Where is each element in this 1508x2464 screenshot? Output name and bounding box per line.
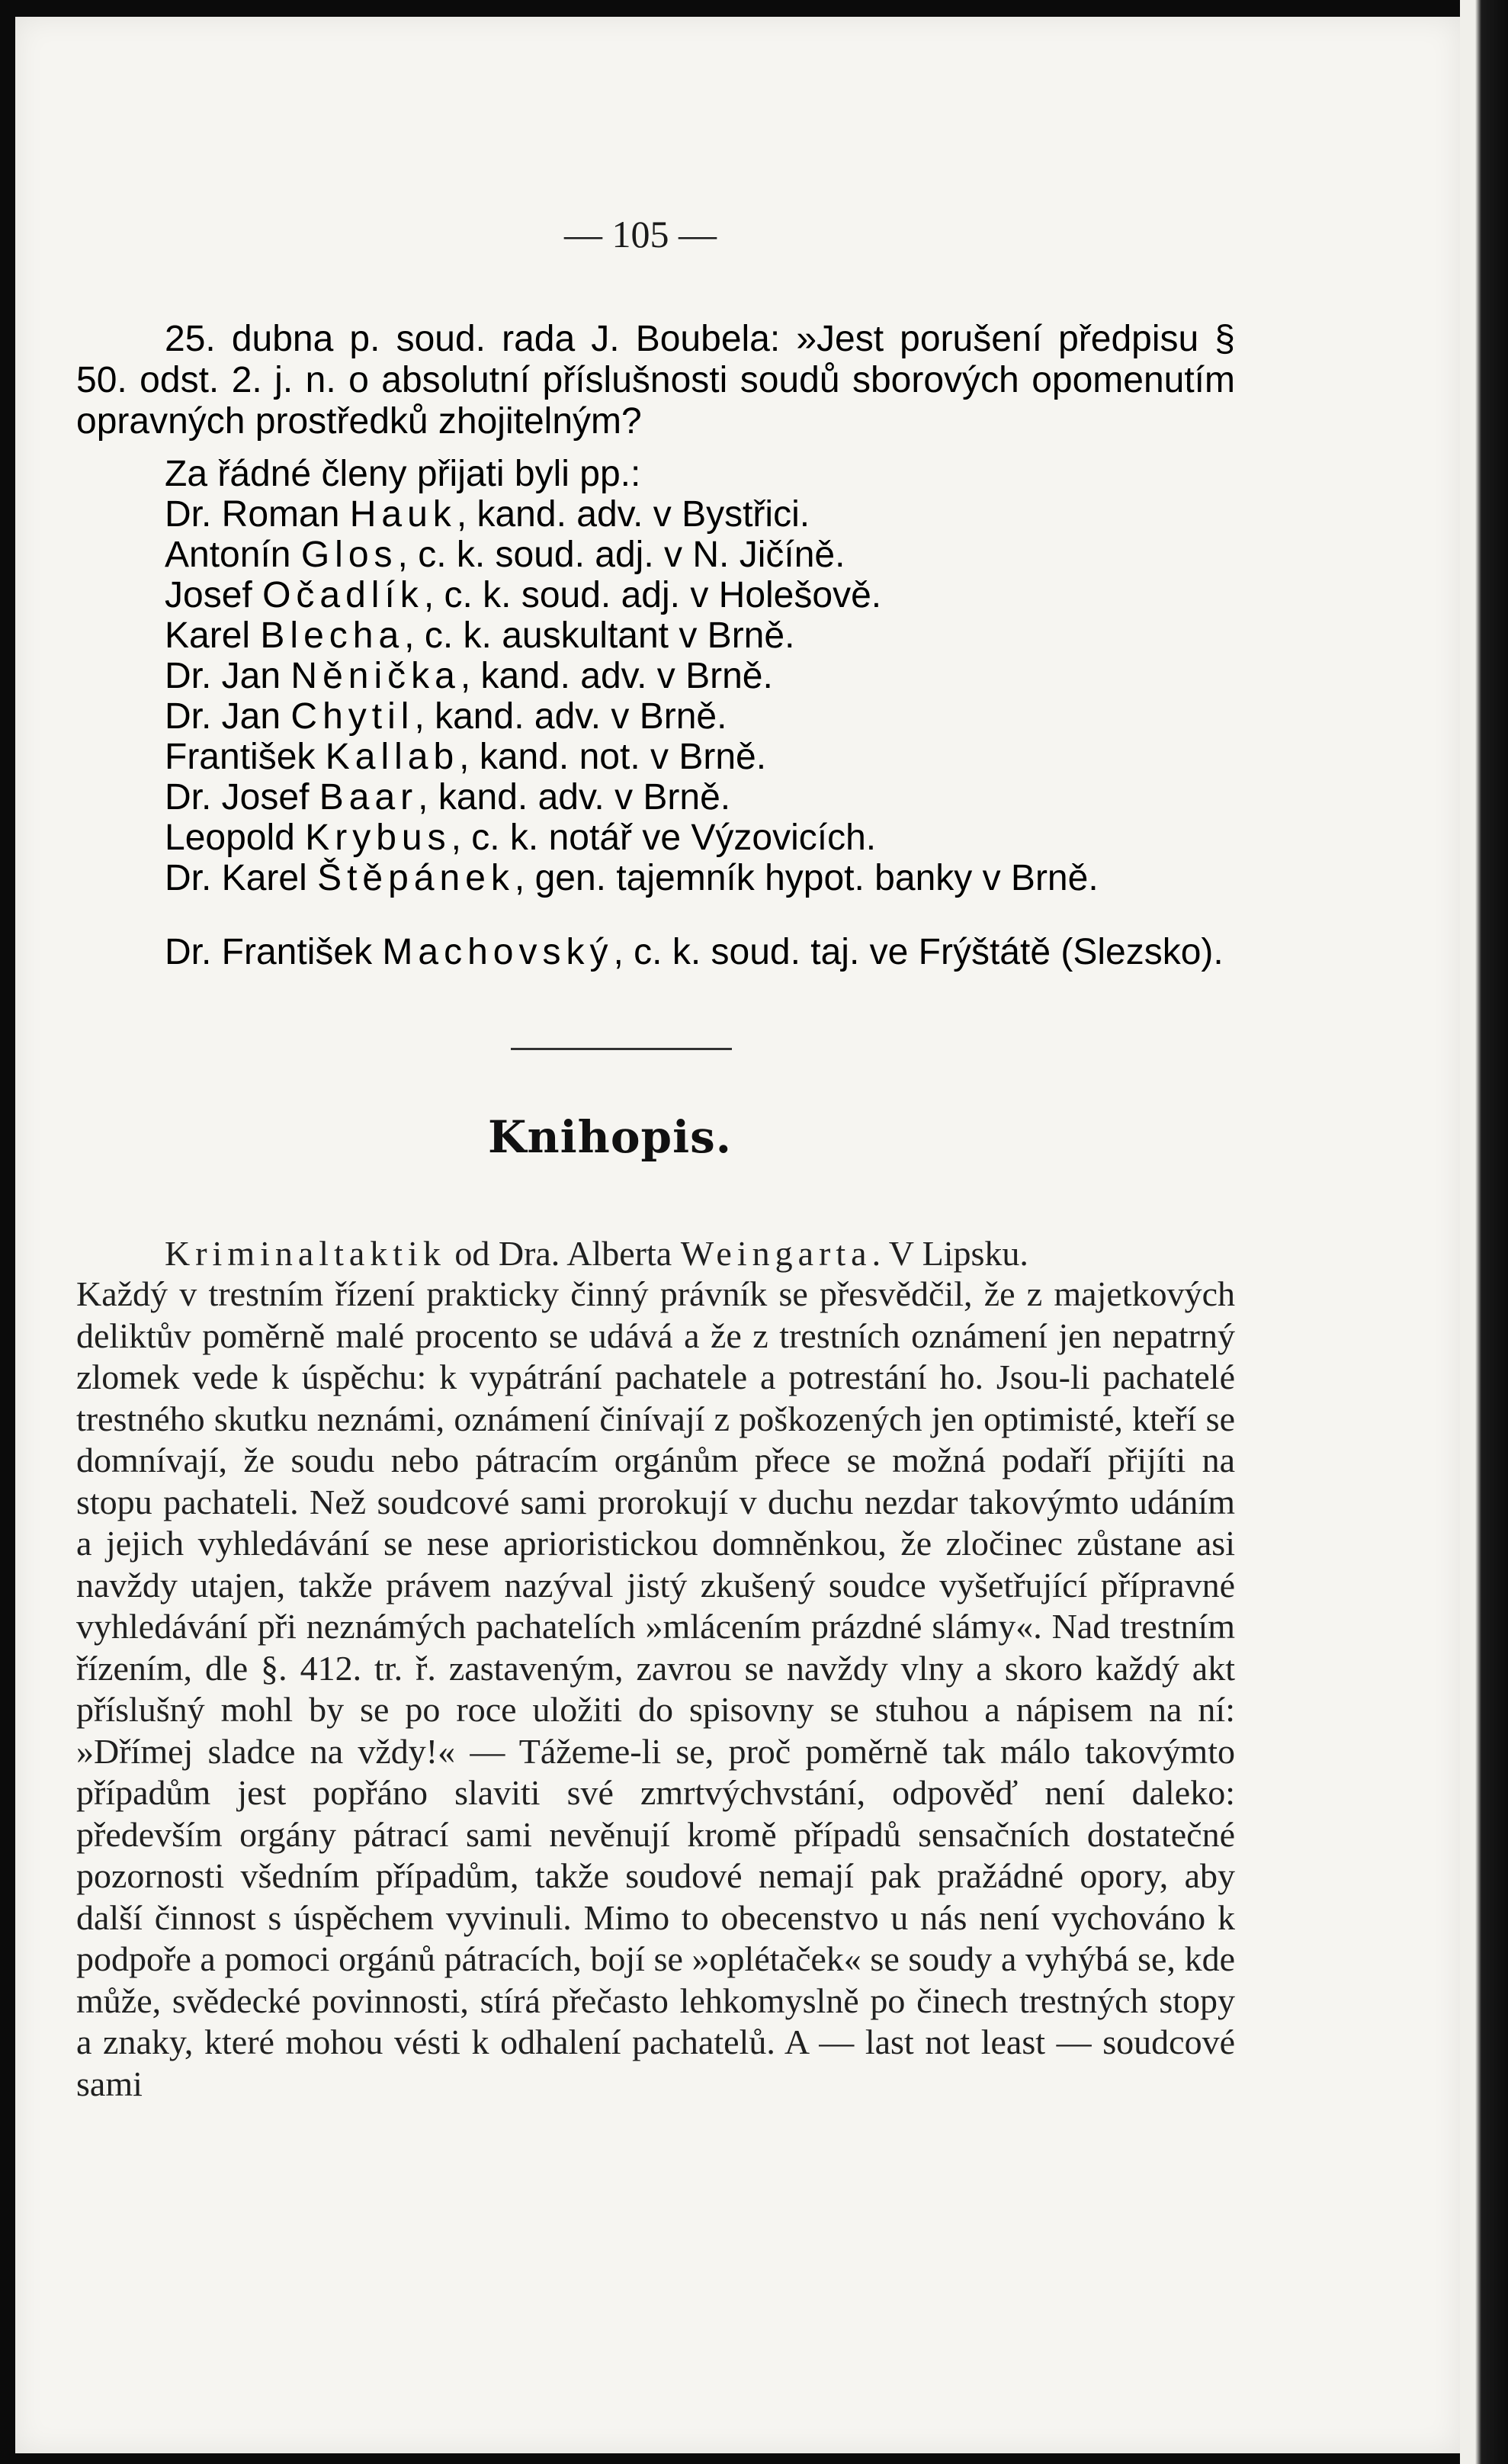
member-item: Josef Očadlík, c. k. soud. adj. v Holešově. <box>165 575 882 615</box>
members-intro: Za řádné členy přijati byli pp.: <box>165 454 641 494</box>
member-item: Antonín Glos, c. k. soud. adj. v N. Jičíně. <box>165 535 845 575</box>
member-surname: Blecha <box>260 615 405 656</box>
member-surname: Baar <box>319 777 419 818</box>
member-item-last: Dr. František Machovský, c. k. soud. taj. ve Frýštátě (Slezsko). <box>165 932 1224 972</box>
member-surname: Machovský <box>382 932 614 972</box>
review-body: Každý v trestním řízení prakticky činný právník se přesvědčil, že z majetkových deliktův poměrně malé procento se udává a že z trestních oznámení jen nepatrný zlomek vede k úspěchu: k vypátrání pachatele a potrestání ho. Jsou-li pachatelé trestného skutku neznámi, oznámení činívají z poškozených jen optimisté, kteří se domnívají, že soudu nebo pátracím orgánům přece se možná podaří přijíti na stopu pachateli. Než soudcové sami prorokují v duchu nezdar takovýmto udáním a jejich vyhledávání se nese aprioristickou domněnkou, že zločinec zůstane asi navždy utajen, takže právem nazýval jistý zkušený soudce vyšetřující přípravné vyhledávání při neznámých pachatelích »mlácením prázdné slámy«. Nad trestním řízením, dle §. 412. tr. ř. zastaveným, zavrou se navždy vlny a skoro každý akt příslušný mohl by se po roce uložiti do spisovny se stuhou a nápisem na ní: »Dřímej sladce na vždy!« — Tážeme-li se, proč poměrně tak málo takovýmto případům jest popřáno slaviti své zmrtvýchvstání, odpověď není daleko: především orgány pátrací sami nevěnují kromě případů sensačních dostatečné pozornosti všedním případům, takže soudové nemají pak pražádné opory, aby další činnost s úspěchem vyvinuli. Mimo to obecenstvo u nás není vychováno k podpoře a pomoci orgánů pátracích, bojí se »oplétaček« se soudy a vyhýbá se, kde může, svědecké povinnosti, stírá přečasto lehkomyslně po činech trestných stopy a znaky, které mohou vésti k odhalení pachatelů. A — last not least — soudcové sami <box>76 1274 1235 2103</box>
member-item: Dr. Roman Hauk, kand. adv. v Bystřici. <box>165 494 810 535</box>
session-first-paragraph: 25. dubna p. soud. rada J. Boubela: »Jest porušení předpisu § 50. odst. 2. j. n. o absolutní příslušnosti soudů sborových opomenutím opravných prostředků zhojitelným? <box>76 319 1235 442</box>
member-item: Dr. Karel Štěpánek, gen. tajemník hypot. banky v Brně. <box>165 858 1099 898</box>
members-list <box>165 454 1232 898</box>
member-surname: Hauk <box>349 494 457 535</box>
page-edge <box>1460 0 1508 2464</box>
member-surname: Glos <box>300 535 398 575</box>
member-surname: Očadlík <box>262 575 424 615</box>
book-title-line: Kriminaltaktik od Dra. Alberta Weingarta. V Lipsku. <box>165 1234 1028 1273</box>
member-surname: Něnička <box>290 656 460 696</box>
book-author: Weingarta <box>680 1234 872 1273</box>
member-surname: Štěpánek <box>317 858 515 898</box>
member-surname: Chytil <box>290 696 415 737</box>
section-heading: Knihopis. <box>488 1111 732 1163</box>
member-surname: Krybus <box>305 818 451 858</box>
section-divider <box>511 1048 732 1050</box>
book-title: Kriminaltaktik <box>165 1234 446 1273</box>
page-number: — 105 — <box>564 213 717 255</box>
member-item: František Kallab, kand. not. v Brně. <box>165 737 767 777</box>
member-item: Dr. Josef Baar, kand. adv. v Brně. <box>165 777 731 818</box>
member-surname: Kallab <box>325 737 460 777</box>
member-item: Dr. Jan Chytil, kand. adv. v Brně. <box>165 696 727 737</box>
member-item: Karel Blecha, c. k. auskultant v Brně. <box>165 615 795 656</box>
member-item: Leopold Krybus, c. k. notář ve Výzovicích. <box>165 818 877 858</box>
member-item: Dr. Jan Něnička, kand. adv. v Brně. <box>165 656 773 696</box>
